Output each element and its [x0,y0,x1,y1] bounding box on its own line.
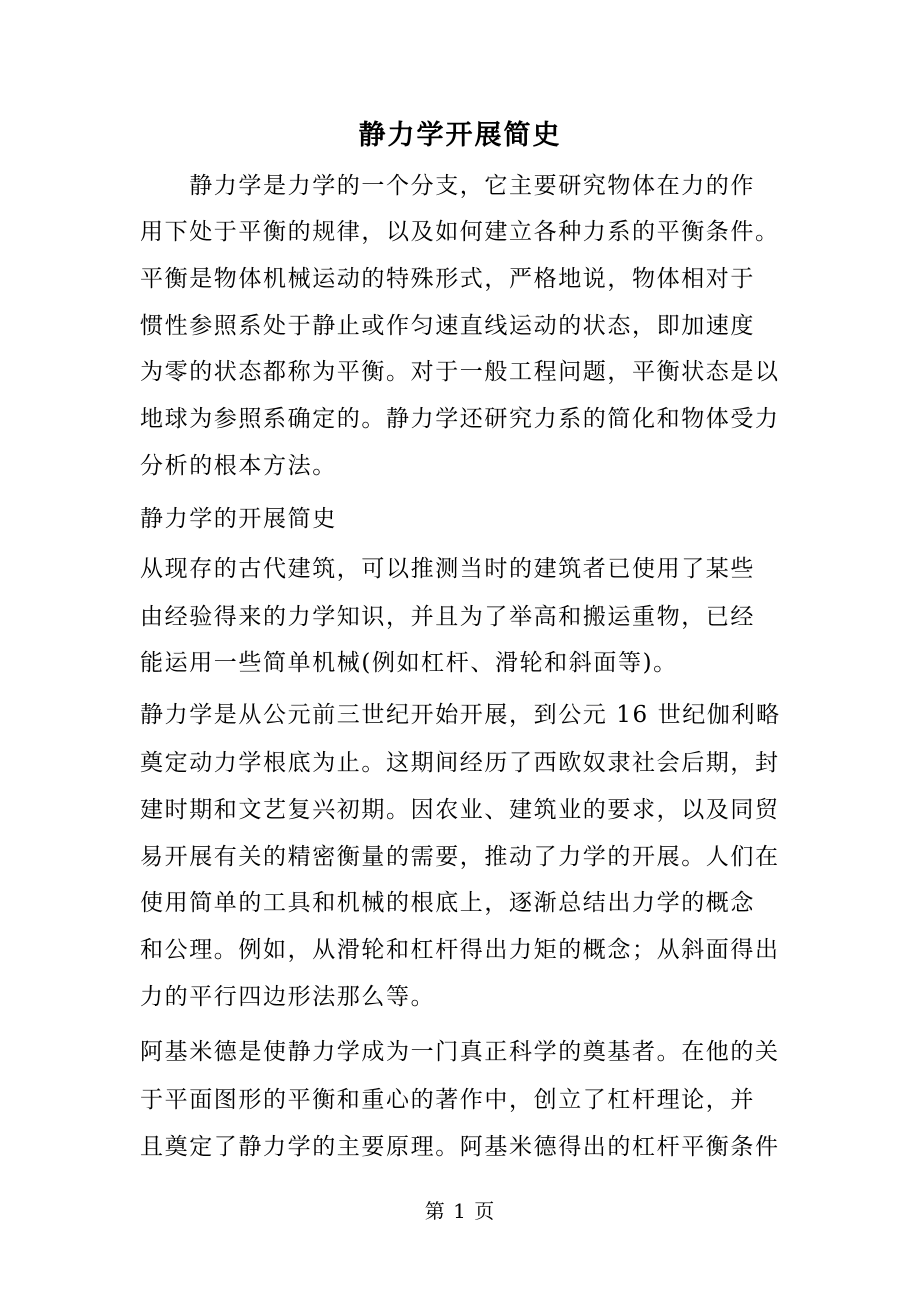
text-line: 从现存的古代建筑，可以推测当时的建筑者已使用了某些 [140,556,755,582]
page-title: 静力学开展简史 [358,120,562,151]
text-line: 惯性参照系处于静止或作匀速直线运动的状态，即加速度 [140,313,755,339]
text-line: 和公理。例如，从滑轮和杠杆得出力矩的概念；从斜面得出 [140,937,780,963]
text-line: 于平面图形的平衡和重心的著作中，创立了杠杆理论，并 [140,1087,755,1113]
text-line: 静力学是力学的一个分支，它主要研究物体在力的作 [140,173,755,199]
text-line: 能运用一些简单机械(例如杠杆、滑轮和斜面等)。 [140,650,678,676]
text-line: 奠定动力学根底为止。这期间经历了西欧奴隶社会后期，封 [140,750,780,776]
text-line: 平衡是物体机械运动的特殊形式，严格地说，物体相对于 [140,266,755,292]
text-line: 阿基米德是使静力学成为一门真正科学的奠基者。在他的关 [140,1039,780,1065]
text-line: 建时期和文艺复兴初期。因农业、建筑业的要求，以及同贸 [140,797,780,823]
text-line: 使用简单的工具和机械的根底上，逐渐总结出力学的概念 [140,890,755,916]
section-heading: 静力学的开展简史 [140,506,337,532]
text-line: 易开展有关的精密衡量的需要，推动了力学的开展。人们在 [140,844,780,870]
text-line: 静力学是从公元前三世纪开始开展，到公元 16 世纪伽利略 [140,702,781,728]
text-line: 力的平行四边形法那么等。 [140,984,436,1010]
page-number: 第 1 页 [424,1199,496,1223]
text-line: 为零的状态都称为平衡。对于一般工程问题，平衡状态是以 [140,359,780,385]
text-line: 由经验得来的力学知识，并且为了举高和搬运重物，已经 [140,604,755,630]
text-line: 地球为参照系确定的。静力学还研究力系的简化和物体受力 [140,406,780,432]
text-line: 用下处于平衡的规律，以及如何建立各种力系的平衡条件。 [140,219,780,245]
text-line: 且奠定了静力学的主要原理。阿基米德得出的杠杆平衡条件 [140,1134,780,1160]
text-line: 分析的根本方法。 [140,453,337,479]
